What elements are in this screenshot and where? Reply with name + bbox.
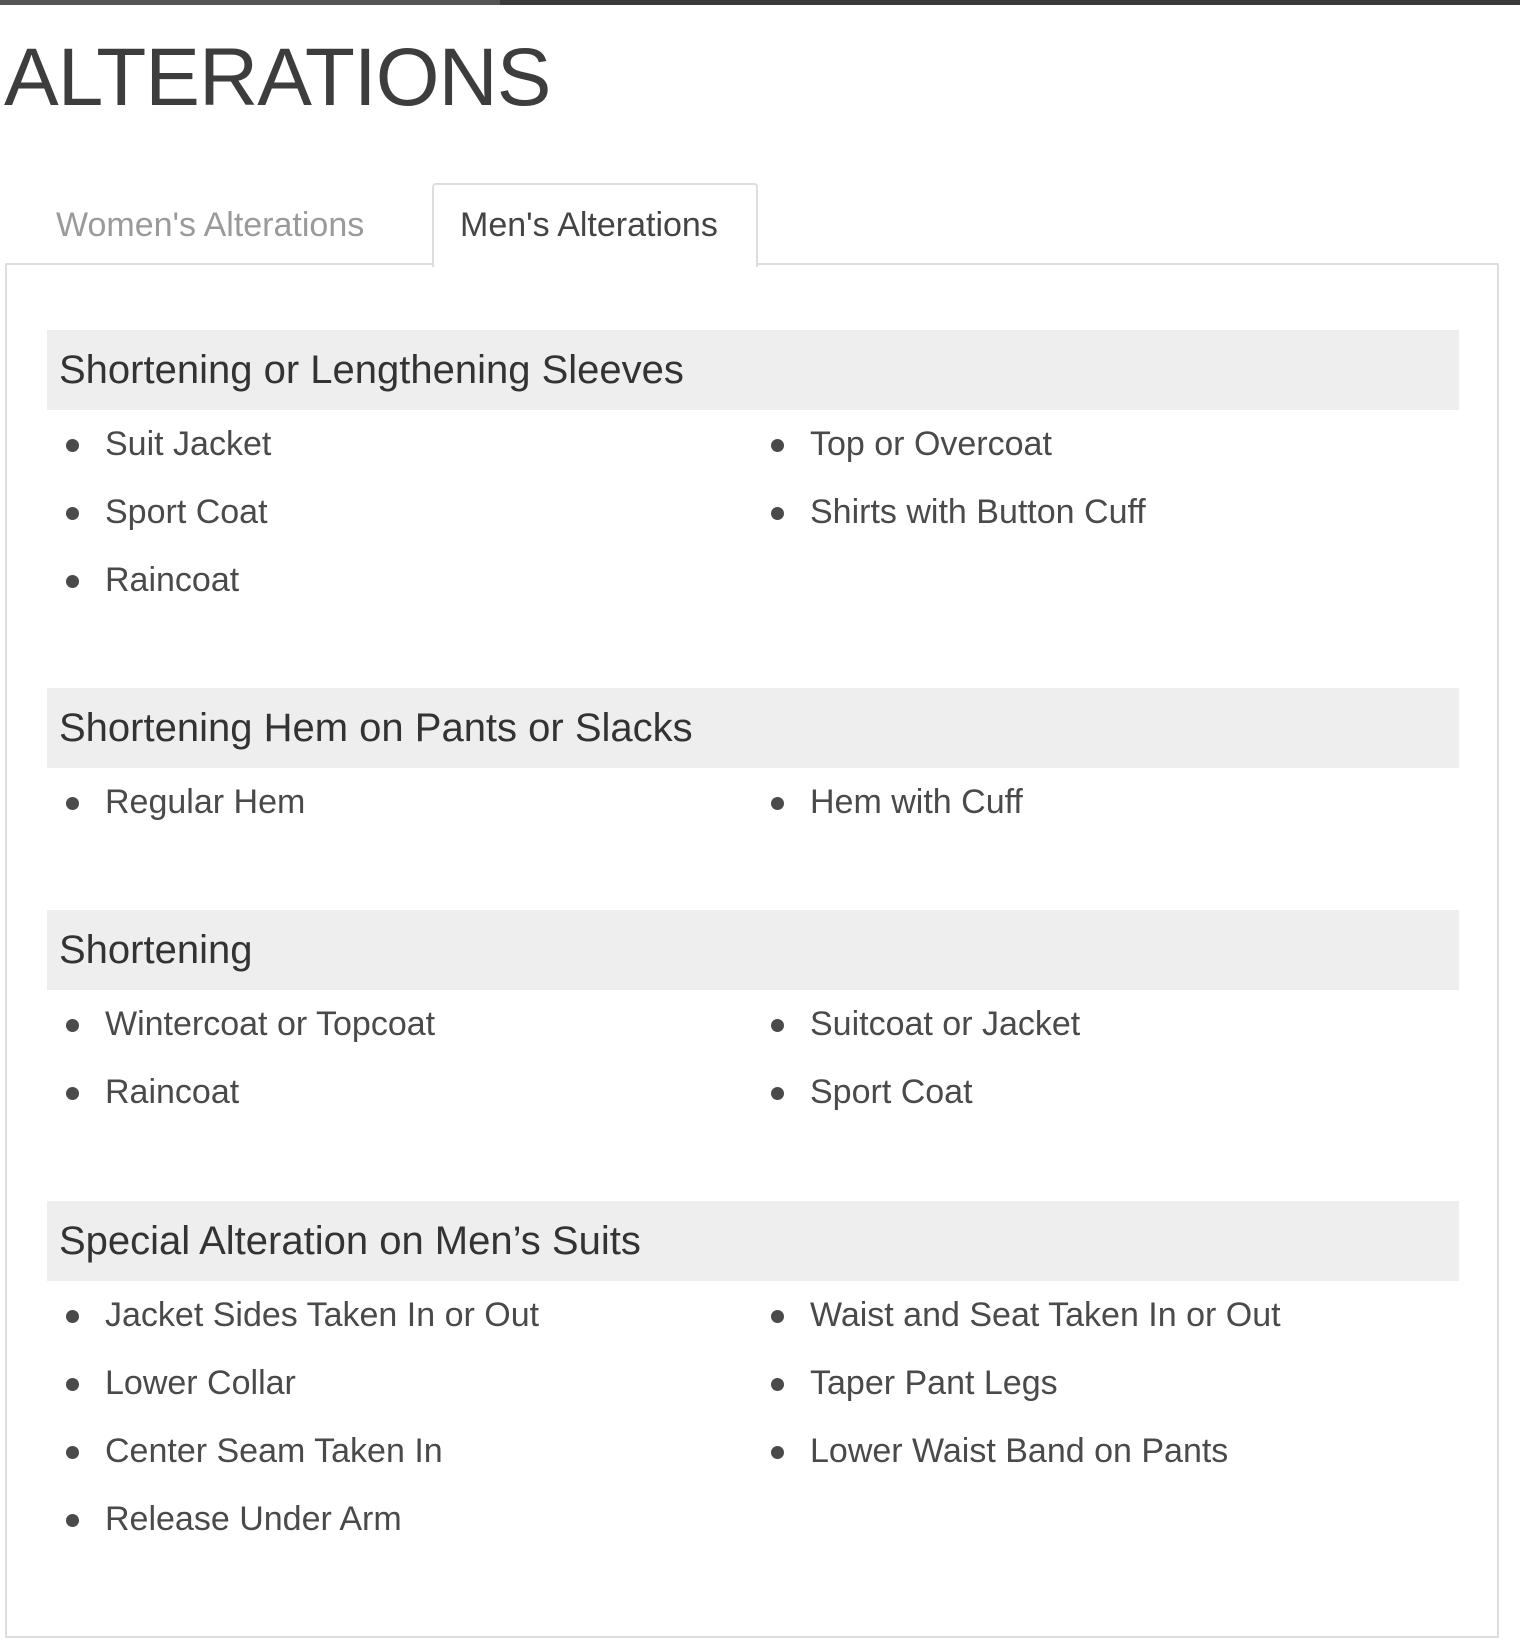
section-header: Special Alteration on Men’s Suits xyxy=(47,1201,1459,1281)
list-item-label: Suitcoat or Jacket xyxy=(810,1005,1081,1043)
bullet-icon xyxy=(771,439,784,452)
list-item-label: Top or Overcoat xyxy=(810,425,1052,463)
list-item-label: Hem with Cuff xyxy=(810,783,1023,821)
section-header: Shortening or Lengthening Sleeves xyxy=(47,330,1459,410)
bullet-icon xyxy=(66,439,79,452)
list-item-label: Wintercoat or Topcoat xyxy=(105,1005,436,1043)
section-shortening xyxy=(47,910,1459,1111)
bullet-icon xyxy=(66,1446,79,1459)
tab-womens-alterations[interactable]: Women's Alterations xyxy=(56,206,365,244)
list-item xyxy=(47,1363,296,1403)
bullet-icon xyxy=(66,575,79,588)
list-item xyxy=(752,1431,1228,1471)
bullet-icon xyxy=(771,1019,784,1032)
bullet-icon xyxy=(66,507,79,520)
bullet-icon xyxy=(771,507,784,520)
section-header: Shortening Hem on Pants or Slacks xyxy=(47,688,1459,768)
list-item-label: Regular Hem xyxy=(105,783,306,821)
top-bar-highlight xyxy=(0,0,500,5)
bullet-icon xyxy=(771,1310,784,1323)
bullet-icon xyxy=(771,1087,784,1100)
list-item-label: Jacket Sides Taken In or Out xyxy=(105,1296,540,1334)
list-item xyxy=(47,492,268,532)
list-item xyxy=(752,1072,973,1112)
list-item xyxy=(752,424,1052,464)
section-pants-hem xyxy=(47,688,1459,821)
list-item xyxy=(752,1363,1058,1403)
list-item-label: Raincoat xyxy=(105,1073,240,1111)
list-item-label: Lower Collar xyxy=(105,1364,296,1402)
list-item xyxy=(47,1431,443,1471)
list-item-label: Sport Coat xyxy=(810,1073,973,1111)
list-item xyxy=(752,1004,1080,1044)
section-special-suits xyxy=(47,1201,1459,1538)
tab-mens-alterations[interactable]: Men's Alterations xyxy=(432,183,758,267)
bullet-icon xyxy=(771,1378,784,1391)
list-item-label: Waist and Seat Taken In or Out xyxy=(810,1296,1281,1334)
list-item xyxy=(47,1295,539,1335)
list-item xyxy=(752,492,1146,532)
list-item xyxy=(47,1004,435,1044)
list-item xyxy=(47,1499,402,1539)
section-header: Shortening xyxy=(47,910,1459,990)
list-item-label: Shirts with Button Cuff xyxy=(810,493,1146,531)
list-item-label: Raincoat xyxy=(105,561,240,599)
list-item-label: Taper Pant Legs xyxy=(810,1364,1058,1402)
bullet-icon xyxy=(66,1378,79,1391)
section-sleeves xyxy=(47,330,1459,599)
list-item-label: Center Seam Taken In xyxy=(105,1432,443,1470)
list-item xyxy=(47,1072,239,1112)
list-item xyxy=(47,560,239,600)
list-item-label: Sport Coat xyxy=(105,493,268,531)
list-item xyxy=(47,424,271,464)
tab-panel-mens xyxy=(5,263,1499,1638)
page-title: ALTERATIONS xyxy=(4,32,551,123)
tab-bar xyxy=(6,183,758,265)
list-item-label: Suit Jacket xyxy=(105,425,272,463)
bullet-icon xyxy=(66,1310,79,1323)
bullet-icon xyxy=(771,797,784,810)
list-item xyxy=(752,782,1023,822)
bullet-icon xyxy=(66,797,79,810)
bullet-icon xyxy=(66,1514,79,1527)
top-bar xyxy=(0,0,1520,5)
list-item xyxy=(47,782,305,822)
bullet-icon xyxy=(66,1019,79,1032)
bullet-icon xyxy=(66,1087,79,1100)
bullet-icon xyxy=(771,1446,784,1459)
list-item-label: Release Under Arm xyxy=(105,1500,402,1538)
list-item xyxy=(752,1295,1281,1335)
list-item-label: Lower Waist Band on Pants xyxy=(810,1432,1229,1470)
